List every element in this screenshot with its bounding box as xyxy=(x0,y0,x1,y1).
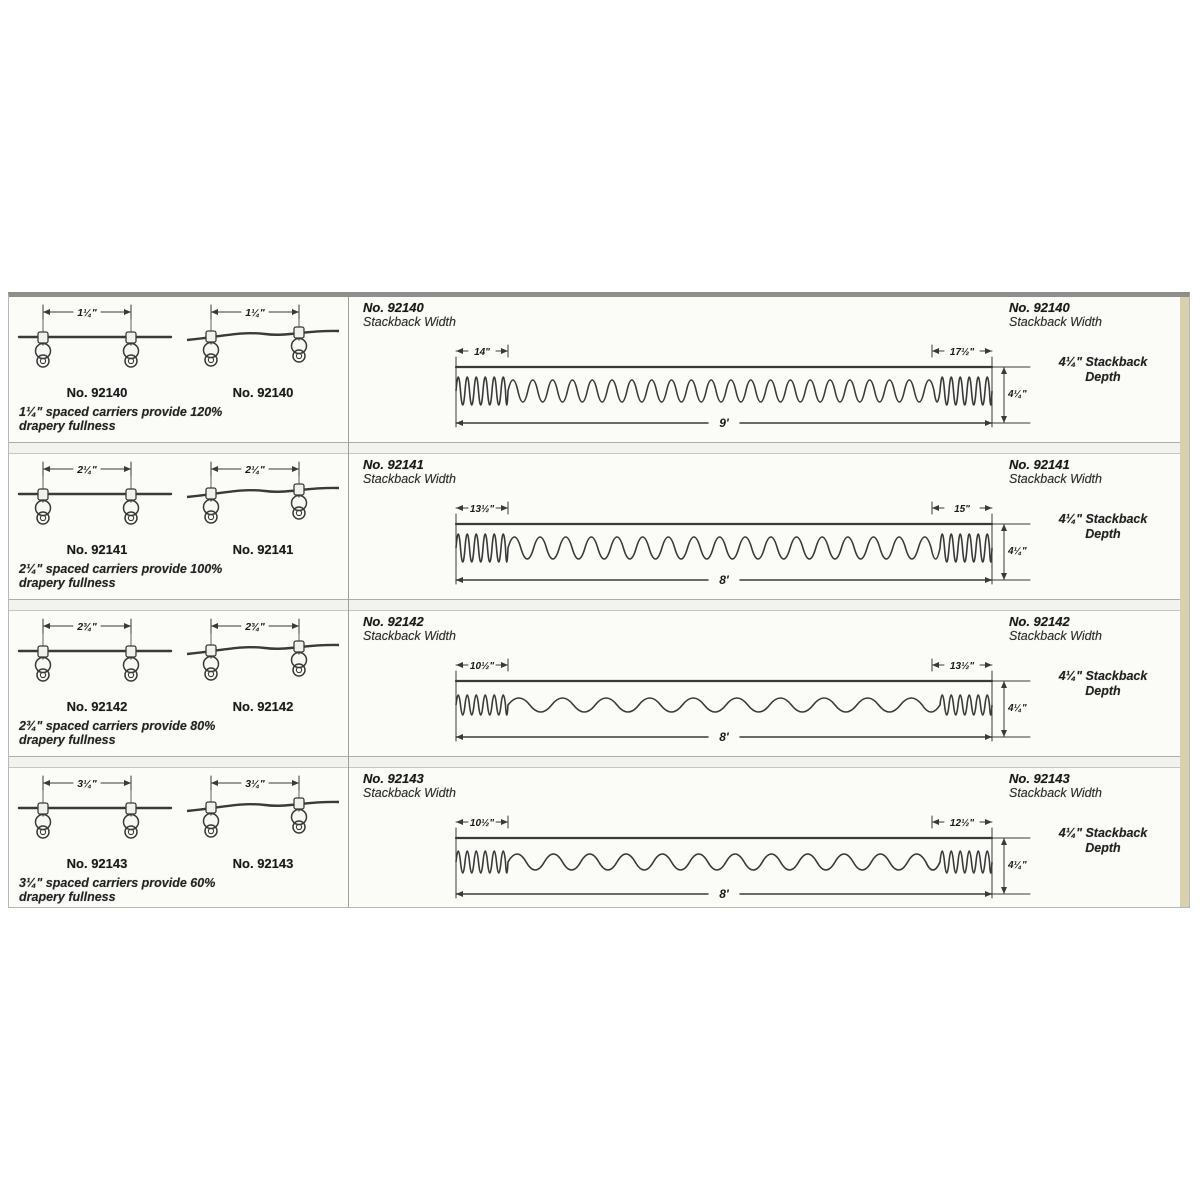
header-part-number: No. 92140 xyxy=(363,300,424,315)
stackback-depth-label xyxy=(1029,826,1177,856)
header-subtitle: Stackback Width xyxy=(363,472,456,486)
svg-text:10½": 10½" xyxy=(469,818,495,829)
header-part-number: No. 92141 xyxy=(1009,457,1070,472)
header-subtitle: Stackback Width xyxy=(363,786,456,800)
svg-text:4¼": 4¼" xyxy=(1008,389,1027,400)
depth-line: 4¼" Stackback xyxy=(1058,512,1148,526)
svg-text:8': 8' xyxy=(719,730,729,744)
part-number-label: No. 92142 xyxy=(66,699,128,714)
depth-line: Depth xyxy=(1085,684,1121,698)
svg-text:15": 15" xyxy=(954,504,970,515)
carrier-diagram-curved xyxy=(181,772,343,856)
track-diagram xyxy=(444,655,1044,751)
part-number-label: No. 92141 xyxy=(66,542,128,557)
carrier-diagram-curved xyxy=(181,301,343,385)
header-subtitle: Stackback Width xyxy=(363,629,456,643)
caption-line: drapery fullness xyxy=(19,576,116,590)
caption-line: 1¼" spaced carriers provide 120% xyxy=(19,405,223,419)
caption-line: 2¼" spaced carriers provide 100% xyxy=(19,562,223,576)
svg-text:4¼": 4¼" xyxy=(1008,860,1027,871)
carrier-diagram-straight xyxy=(13,772,175,856)
track-diagram xyxy=(444,498,1044,594)
carrier-diagram-curved xyxy=(181,458,343,542)
depth-line: 4¼" Stackback xyxy=(1058,355,1148,369)
stackback-cell xyxy=(349,297,1180,442)
stackback-header-left xyxy=(363,615,456,643)
carrier-cell xyxy=(9,611,348,756)
caption-line: 2¾" spaced carriers provide 80% xyxy=(19,719,216,733)
svg-text:13½": 13½" xyxy=(469,504,495,515)
fullness-caption xyxy=(19,405,222,433)
carrier-diagram-straight xyxy=(13,458,175,542)
svg-text:3¼": 3¼" xyxy=(245,778,265,790)
header-subtitle: Stackback Width xyxy=(1009,786,1102,800)
track-diagram xyxy=(444,341,1044,437)
part-number-label: No. 92140 xyxy=(232,385,294,400)
header-part-number: No. 92143 xyxy=(1009,771,1070,786)
stackback-cell xyxy=(349,454,1180,599)
stackback-cell xyxy=(349,768,1180,913)
svg-text:1¼": 1¼" xyxy=(77,307,97,319)
fullness-caption xyxy=(19,562,222,590)
header-subtitle: Stackback Width xyxy=(1009,315,1102,329)
carrier-diagram-straight xyxy=(13,301,175,385)
fullness-caption xyxy=(19,876,215,904)
svg-text:2¾": 2¾" xyxy=(245,621,265,633)
svg-text:1¼": 1¼" xyxy=(245,307,265,319)
carrier-diagram-straight xyxy=(13,615,175,699)
row-separator xyxy=(9,599,1180,611)
depth-line: Depth xyxy=(1085,370,1121,384)
caption-line: drapery fullness xyxy=(19,890,116,904)
stackback-header-left xyxy=(363,301,456,329)
caption-line: 3¼" spaced carriers provide 60% xyxy=(19,876,216,890)
depth-line: 4¼" Stackback xyxy=(1058,826,1148,840)
svg-text:2¼": 2¼" xyxy=(77,464,97,476)
stackback-header-right xyxy=(1009,458,1102,486)
part-number-label: No. 92140 xyxy=(66,385,128,400)
header-subtitle: Stackback Width xyxy=(363,315,456,329)
carrier-cell xyxy=(9,454,348,599)
product-row-92142 xyxy=(9,611,1189,756)
svg-text:14": 14" xyxy=(474,347,490,358)
svg-text:17½": 17½" xyxy=(949,347,975,358)
part-number-label: No. 92143 xyxy=(232,856,294,871)
product-row-92141 xyxy=(9,454,1189,599)
stackback-depth-label xyxy=(1029,669,1177,699)
depth-line: 4¼" Stackback xyxy=(1058,669,1148,683)
stackback-header-right xyxy=(1009,301,1102,329)
carrier-diagram-curved xyxy=(181,615,343,699)
svg-text:8': 8' xyxy=(719,887,729,901)
spec-table-panel xyxy=(8,292,1190,908)
product-row-92143 xyxy=(9,768,1189,913)
header-subtitle: Stackback Width xyxy=(1009,629,1102,643)
part-number-label: No. 92141 xyxy=(232,542,294,557)
stackback-header-left xyxy=(363,458,456,486)
header-part-number: No. 92143 xyxy=(363,771,424,786)
track-diagram xyxy=(444,812,1044,908)
part-number-label: No. 92142 xyxy=(232,699,294,714)
depth-line: Depth xyxy=(1085,841,1121,855)
part-number-label: No. 92143 xyxy=(66,856,128,871)
rows-container xyxy=(9,297,1189,907)
header-part-number: No. 92141 xyxy=(363,457,424,472)
header-part-number: No. 92142 xyxy=(1009,614,1070,629)
svg-text:2¾": 2¾" xyxy=(77,621,97,633)
stackback-header-left xyxy=(363,772,456,800)
carrier-cell xyxy=(9,297,348,442)
row-separator xyxy=(9,442,1180,454)
scan-edge-strip xyxy=(1180,297,1189,907)
header-part-number: No. 92142 xyxy=(363,614,424,629)
stackback-header-right xyxy=(1009,772,1102,800)
caption-line: drapery fullness xyxy=(19,733,116,747)
svg-text:4¼": 4¼" xyxy=(1008,703,1027,714)
stackback-depth-label xyxy=(1029,512,1177,542)
svg-text:10½": 10½" xyxy=(469,661,495,672)
svg-text:4¼": 4¼" xyxy=(1008,546,1027,557)
svg-text:9': 9' xyxy=(719,416,729,430)
caption-line: drapery fullness xyxy=(19,419,116,433)
header-part-number: No. 92140 xyxy=(1009,300,1070,315)
fullness-caption xyxy=(19,719,215,747)
product-row-92140 xyxy=(9,297,1189,442)
svg-text:8': 8' xyxy=(719,573,729,587)
stackback-depth-label xyxy=(1029,355,1177,385)
header-subtitle: Stackback Width xyxy=(1009,472,1102,486)
stackback-cell xyxy=(349,611,1180,756)
stackback-header-right xyxy=(1009,615,1102,643)
svg-text:3¼": 3¼" xyxy=(77,778,97,790)
row-separator xyxy=(9,756,1180,768)
svg-text:13½": 13½" xyxy=(949,661,975,672)
svg-text:2¼": 2¼" xyxy=(245,464,265,476)
column-divider xyxy=(348,297,349,907)
carrier-cell xyxy=(9,768,348,913)
depth-line: Depth xyxy=(1085,527,1121,541)
svg-text:12½": 12½" xyxy=(949,818,975,829)
